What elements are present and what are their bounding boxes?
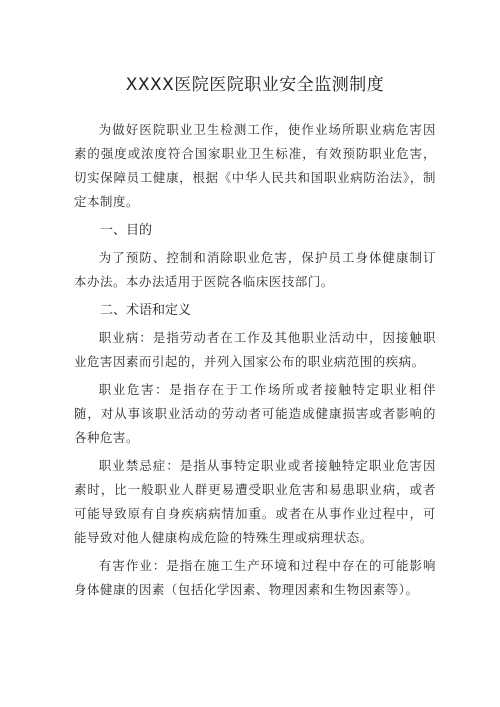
document-title: XXXX医院医院职业安全监测制度 (125, 75, 385, 95)
intro-paragraph: 为做好医院职业卫生检测工作，使作业场所职业病危害因素的强度或浓度符合国家职业卫生标准，有效预防职业危害，切实保障员工健康，根据《中华人民共和国职业病防治法》，制定本制度。 (74, 122, 436, 209)
purpose-paragraph: 为了预防、控制和消除职业危害，保护员工身体健康制订本办法。本办法适用于医院各临床医技部门。 (74, 250, 436, 289)
document-body (74, 118, 436, 602)
section-heading-purpose: 一、目的 (100, 223, 153, 238)
definition-occupational-hazard: 职业危害：是指存在于工作场所或者接触特定职业相伴随，对从事该职业活动的劳动者可能造成健康损害或者影响的各种危害。 (74, 382, 436, 445)
definition-contraindication: 职业禁忌症：是指从事特定职业或者接触特定职业危害因素时，比一般职业人群更易遭受职业危害和易患职业病，或者可能导致原有自身疾病病情加重。或者在从事作业过程中，可能导致对他人健康构成危险的特殊生理或病理状态。 (74, 458, 436, 545)
definition-occupational-disease: 职业病：是指劳动者在工作及其他职业活动中，因接触职业危害因素而引起的，并列入国家公布的职业病范围的疾病。 (74, 330, 436, 369)
section-heading-terms: 二、术语和定义 (100, 303, 192, 318)
definition-hazardous-work: 有害作业：是指在施工生产环境和过程中存在的可能影响身体健康的因素（包括化学因素、物理因素和生物因素等）。 (74, 558, 436, 597)
